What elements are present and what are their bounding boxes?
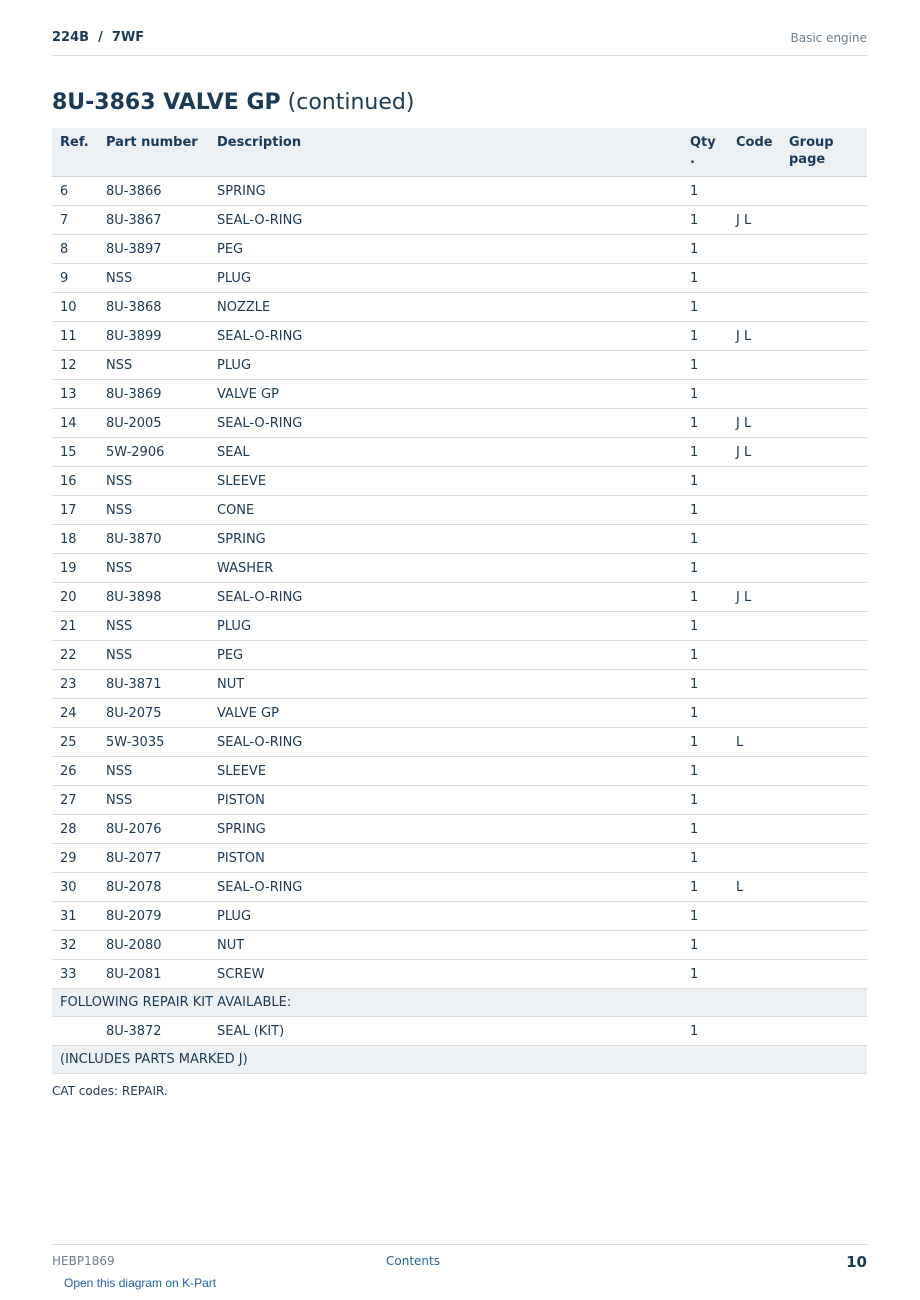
table-row	[52, 873, 867, 902]
table-row	[52, 438, 867, 467]
cell-group-page	[781, 786, 867, 815]
cell-qty: 1	[682, 757, 728, 786]
title-suffix: (continued)	[280, 90, 415, 115]
cell-ref: 26	[52, 757, 98, 786]
cell-group-page	[781, 757, 867, 786]
page-number: 10	[846, 1253, 867, 1271]
cell-description: PLUG	[209, 264, 682, 293]
table-row	[52, 728, 867, 757]
cell-group-page	[781, 670, 867, 699]
cell-ref: 10	[52, 293, 98, 322]
cell-description: SPRING	[209, 525, 682, 554]
cell-qty: 1	[682, 351, 728, 380]
table-row	[52, 612, 867, 641]
cell-ref: 27	[52, 786, 98, 815]
cell-part-number: 8U-2080	[98, 931, 209, 960]
table-row	[52, 786, 867, 815]
table-row	[52, 670, 867, 699]
table-row	[52, 583, 867, 612]
cell-ref: 18	[52, 525, 98, 554]
cell-description: SEAL	[209, 438, 682, 467]
cell-description: PLUG	[209, 351, 682, 380]
cell-group-page	[781, 1017, 867, 1046]
cell-part-number: 8U-3870	[98, 525, 209, 554]
table-row	[52, 264, 867, 293]
cell-ref: 13	[52, 380, 98, 409]
table-row	[52, 322, 867, 351]
table-row	[52, 351, 867, 380]
cell-description: SEAL-O-RING	[209, 873, 682, 902]
table-row	[52, 496, 867, 525]
cell-description: PEG	[209, 641, 682, 670]
cell-qty: 1	[682, 380, 728, 409]
cell-description: SEAL-O-RING	[209, 583, 682, 612]
cell-code	[728, 351, 781, 380]
cell-description: PISTON	[209, 786, 682, 815]
col-code: Code	[728, 128, 781, 177]
cell-group-page	[781, 525, 867, 554]
cell-ref: 25	[52, 728, 98, 757]
table-row	[52, 206, 867, 235]
cell-qty: 1	[682, 728, 728, 757]
cell-code	[728, 177, 781, 206]
cell-ref: 33	[52, 960, 98, 989]
cell-qty: 1	[682, 525, 728, 554]
cell-group-page	[781, 728, 867, 757]
cell-description: PLUG	[209, 612, 682, 641]
cell-code	[728, 235, 781, 264]
cell-code: J L	[728, 206, 781, 235]
cell-part-number: 8U-3869	[98, 380, 209, 409]
cell-group-page	[781, 699, 867, 728]
cell-description: SEAL-O-RING	[209, 206, 682, 235]
cell-description: SEAL-O-RING	[209, 728, 682, 757]
page-footer	[52, 1244, 867, 1275]
page-title	[52, 90, 414, 115]
cell-part-number: 5W-2906	[98, 438, 209, 467]
cell-ref: 24	[52, 699, 98, 728]
cell-code: J L	[728, 583, 781, 612]
cell-qty: 1	[682, 293, 728, 322]
cell-description: SLEEVE	[209, 757, 682, 786]
cell-part-number: 8U-2005	[98, 409, 209, 438]
table-row	[52, 554, 867, 583]
cell-group-page	[781, 583, 867, 612]
cell-description: NOZZLE	[209, 293, 682, 322]
col-description: Description	[209, 128, 682, 177]
cell-group-page	[781, 380, 867, 409]
table-row	[52, 902, 867, 931]
cell-code	[728, 496, 781, 525]
kit-includes-row-text: (INCLUDES PARTS MARKED J)	[52, 1046, 867, 1074]
cell-qty: 1	[682, 554, 728, 583]
cell-description: SLEEVE	[209, 467, 682, 496]
cell-group-page	[781, 873, 867, 902]
table-row	[52, 409, 867, 438]
cell-ref: 30	[52, 873, 98, 902]
cell-group-page	[781, 931, 867, 960]
cell-part-number: NSS	[98, 641, 209, 670]
cell-code	[728, 902, 781, 931]
cell-description: SEAL-O-RING	[209, 409, 682, 438]
cell-description: NUT	[209, 931, 682, 960]
cell-group-page	[781, 177, 867, 206]
cell-part-number: 8U-3872	[98, 1017, 209, 1046]
cell-description: SEAL (KIT)	[209, 1017, 682, 1046]
cell-qty: 1	[682, 467, 728, 496]
cell-code	[728, 380, 781, 409]
cell-group-page	[781, 641, 867, 670]
cell-ref: 14	[52, 409, 98, 438]
table-row	[52, 467, 867, 496]
table-row	[52, 641, 867, 670]
cell-code: L	[728, 728, 781, 757]
cell-qty: 1	[682, 844, 728, 873]
col-group-page: Group page	[781, 128, 867, 177]
kit-note-row	[52, 989, 867, 1017]
cell-group-page	[781, 264, 867, 293]
cell-group-page	[781, 612, 867, 641]
cell-part-number: 8U-3871	[98, 670, 209, 699]
cell-code	[728, 960, 781, 989]
table-row	[52, 293, 867, 322]
cell-part-number: 8U-3899	[98, 322, 209, 351]
cell-ref: 17	[52, 496, 98, 525]
cell-ref: 12	[52, 351, 98, 380]
cell-ref: 9	[52, 264, 98, 293]
cell-description: SCREW	[209, 960, 682, 989]
cell-qty: 1	[682, 960, 728, 989]
cell-code	[728, 699, 781, 728]
cell-code	[728, 293, 781, 322]
cell-ref: 6	[52, 177, 98, 206]
cell-group-page	[781, 409, 867, 438]
cell-description: NUT	[209, 670, 682, 699]
table-header-row	[52, 128, 867, 177]
cell-group-page	[781, 351, 867, 380]
table-row	[52, 699, 867, 728]
cell-group-page	[781, 322, 867, 351]
table-row	[52, 235, 867, 264]
title-part: 8U-3863 VALVE GP	[52, 90, 281, 115]
cell-description: PEG	[209, 235, 682, 264]
kpart-link[interactable]: Open this diagram on K-Part	[64, 1276, 217, 1290]
cell-group-page	[781, 206, 867, 235]
table-row	[52, 177, 867, 206]
cell-ref: 22	[52, 641, 98, 670]
cell-ref: 20	[52, 583, 98, 612]
cell-description: CONE	[209, 496, 682, 525]
page-header	[52, 28, 867, 56]
cell-code	[728, 931, 781, 960]
cell-code	[728, 554, 781, 583]
cell-part-number: 8U-3866	[98, 177, 209, 206]
cell-code	[728, 612, 781, 641]
table-body	[52, 177, 867, 1074]
cell-group-page	[781, 960, 867, 989]
cell-part-number: 8U-3898	[98, 583, 209, 612]
cell-qty: 1	[682, 641, 728, 670]
cell-code	[728, 786, 781, 815]
cell-description: VALVE GP	[209, 699, 682, 728]
document-id: HEBP1869	[52, 1254, 115, 1268]
cell-description: SPRING	[209, 815, 682, 844]
cell-qty: 1	[682, 931, 728, 960]
cell-part-number: 8U-3867	[98, 206, 209, 235]
cell-qty: 1	[682, 409, 728, 438]
cell-code	[728, 670, 781, 699]
cell-qty: 1	[682, 699, 728, 728]
kit-table-row	[52, 1017, 867, 1046]
cell-part-number: 8U-2079	[98, 902, 209, 931]
cell-qty: 1	[682, 206, 728, 235]
cell-part-number: 8U-3868	[98, 293, 209, 322]
cell-part-number: NSS	[98, 467, 209, 496]
cell-part-number: NSS	[98, 786, 209, 815]
cell-code	[728, 641, 781, 670]
col-qty: Qty .	[682, 128, 728, 177]
kit-note-row-text: FOLLOWING REPAIR KIT AVAILABLE:	[52, 989, 867, 1017]
cell-qty: 1	[682, 264, 728, 293]
cell-qty: 1	[682, 1017, 728, 1046]
kit-includes-row	[52, 1046, 867, 1074]
table-row	[52, 815, 867, 844]
cell-group-page	[781, 496, 867, 525]
cell-part-number: 8U-2077	[98, 844, 209, 873]
table-row	[52, 844, 867, 873]
cell-qty: 1	[682, 322, 728, 351]
table-row	[52, 931, 867, 960]
cell-ref: 21	[52, 612, 98, 641]
cell-code	[728, 1017, 781, 1046]
cell-description: SPRING	[209, 177, 682, 206]
cell-code	[728, 525, 781, 554]
contents-link[interactable]: Contents	[386, 1254, 440, 1268]
cell-code: J L	[728, 322, 781, 351]
cell-description: VALVE GP	[209, 380, 682, 409]
cell-ref: 32	[52, 931, 98, 960]
cell-part-number: 8U-2078	[98, 873, 209, 902]
table-row	[52, 380, 867, 409]
cell-ref: 28	[52, 815, 98, 844]
cell-qty: 1	[682, 902, 728, 931]
table-row	[52, 757, 867, 786]
cell-qty: 1	[682, 235, 728, 264]
table-row	[52, 525, 867, 554]
cell-qty: 1	[682, 177, 728, 206]
table-row	[52, 960, 867, 989]
cell-group-page	[781, 235, 867, 264]
cell-ref: 11	[52, 322, 98, 351]
cell-part-number: 5W-3035	[98, 728, 209, 757]
cell-qty: 1	[682, 438, 728, 467]
cell-code	[728, 467, 781, 496]
cell-code	[728, 844, 781, 873]
cell-code: J L	[728, 438, 781, 467]
cell-group-page	[781, 293, 867, 322]
cell-part-number: NSS	[98, 496, 209, 525]
cell-group-page	[781, 467, 867, 496]
cell-ref	[52, 1017, 98, 1046]
cell-description: SEAL-O-RING	[209, 322, 682, 351]
cell-part-number: 8U-2081	[98, 960, 209, 989]
col-part-number: Part number	[98, 128, 209, 177]
cell-part-number: NSS	[98, 757, 209, 786]
cell-part-number: 8U-2075	[98, 699, 209, 728]
cell-qty: 1	[682, 815, 728, 844]
cell-qty: 1	[682, 786, 728, 815]
cell-description: PISTON	[209, 844, 682, 873]
cell-qty: 1	[682, 496, 728, 525]
model-label: 224B / 7WF	[52, 30, 145, 45]
cell-ref: 23	[52, 670, 98, 699]
cell-ref: 8	[52, 235, 98, 264]
cell-ref: 29	[52, 844, 98, 873]
cell-code: J L	[728, 409, 781, 438]
cell-group-page	[781, 554, 867, 583]
cell-code	[728, 757, 781, 786]
cell-ref: 16	[52, 467, 98, 496]
cell-group-page	[781, 844, 867, 873]
cell-group-page	[781, 815, 867, 844]
cell-group-page	[781, 438, 867, 467]
cell-description: WASHER	[209, 554, 682, 583]
cell-qty: 1	[682, 612, 728, 641]
cell-code	[728, 815, 781, 844]
cell-qty: 1	[682, 873, 728, 902]
cell-code: L	[728, 873, 781, 902]
cell-part-number: NSS	[98, 612, 209, 641]
cell-ref: 15	[52, 438, 98, 467]
cell-qty: 1	[682, 583, 728, 612]
cell-ref: 31	[52, 902, 98, 931]
cell-part-number: NSS	[98, 351, 209, 380]
cell-part-number: 8U-2076	[98, 815, 209, 844]
cell-ref: 7	[52, 206, 98, 235]
col-ref: Ref.	[52, 128, 98, 177]
cell-part-number: NSS	[98, 554, 209, 583]
parts-table	[52, 128, 867, 1074]
cell-description: PLUG	[209, 902, 682, 931]
cell-part-number: NSS	[98, 264, 209, 293]
cell-group-page	[781, 902, 867, 931]
section-label: Basic engine	[790, 31, 867, 45]
cell-code	[728, 264, 781, 293]
cell-part-number: 8U-3897	[98, 235, 209, 264]
cell-ref: 19	[52, 554, 98, 583]
cell-qty: 1	[682, 670, 728, 699]
cat-codes-note: CAT codes: REPAIR.	[52, 1084, 168, 1098]
